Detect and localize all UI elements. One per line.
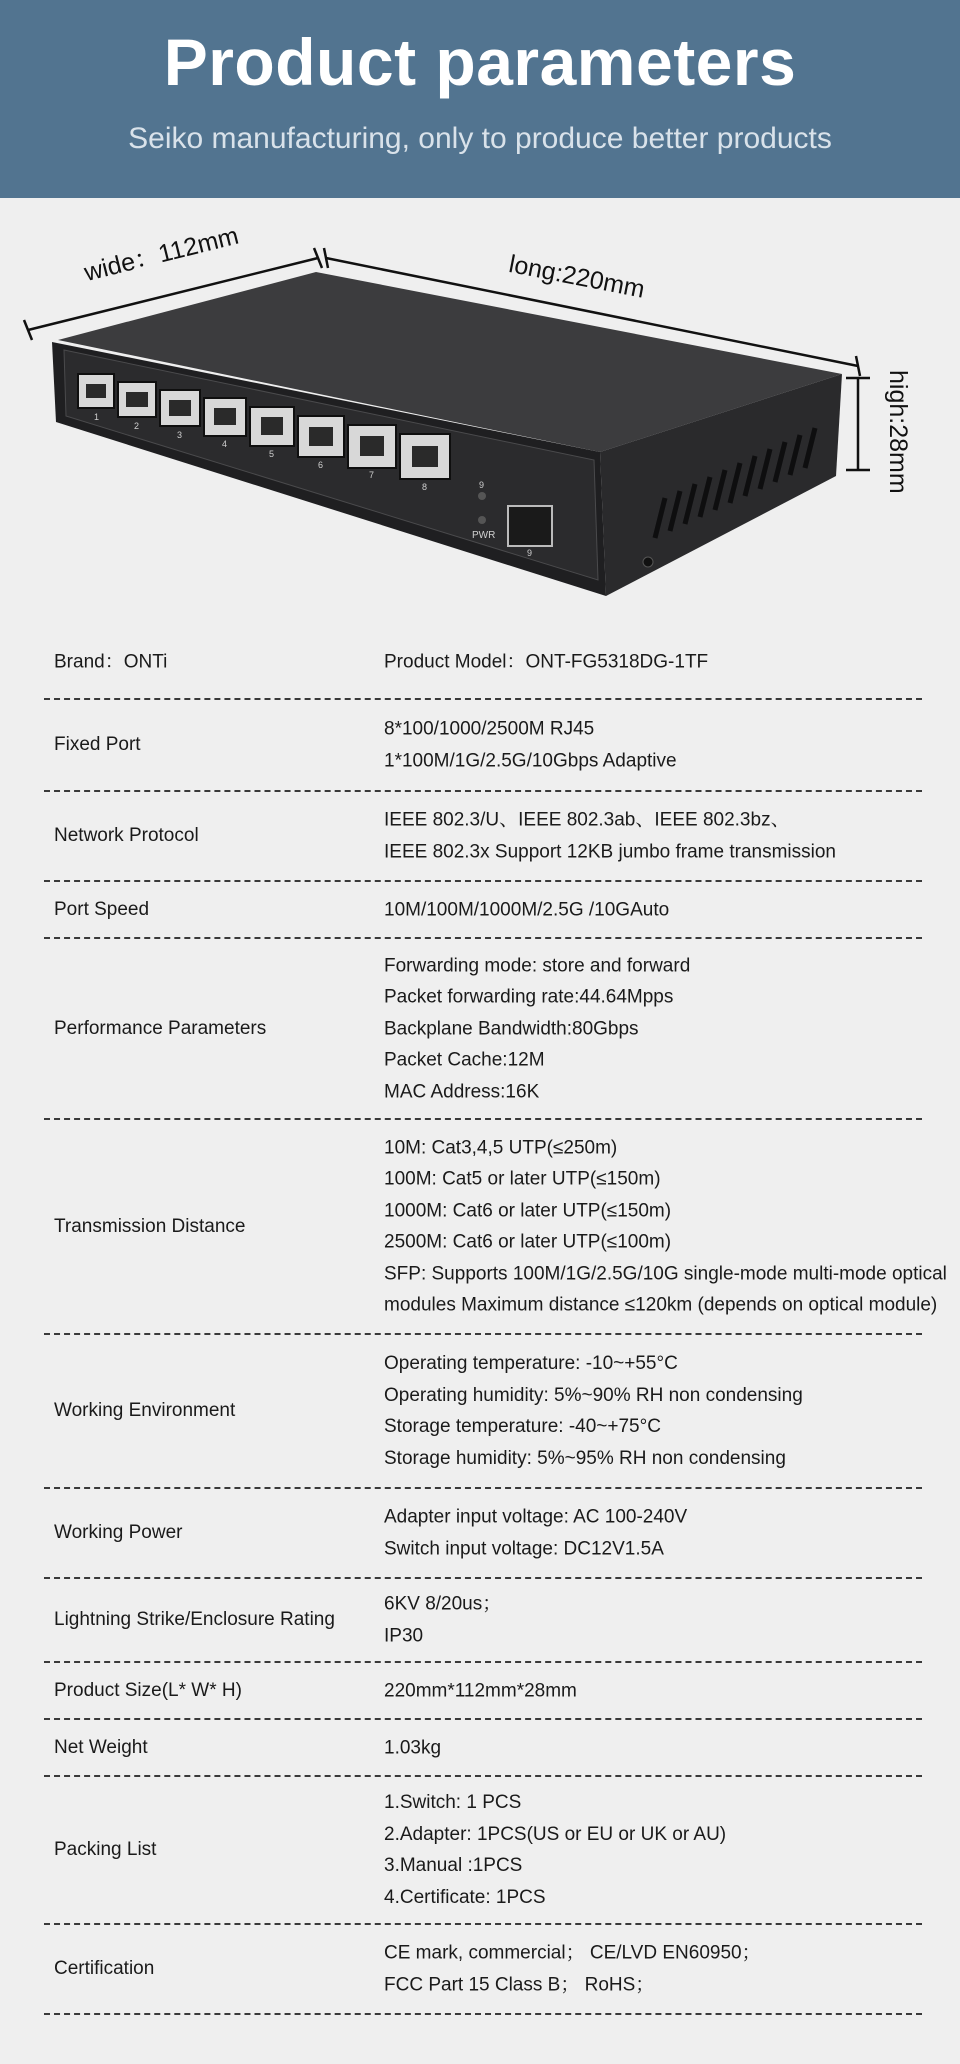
spec-value: IEEE 802.3/U、IEEE 802.3ab、IEEE 802.3bz、 [384,809,790,831]
spec-values [384,894,944,926]
spec-value: Adapter input voltage: AC 100-240V [384,1506,688,1528]
spec-row [44,1579,922,1663]
product-figure [0,198,960,618]
spec-value: 100M: Cat5 or later UTP(≤150m) [384,1168,661,1190]
spec-row [44,939,922,1120]
spec-value: 220mm*112mm*28mm [384,1679,577,1701]
spec-value: Storage humidity: 5%~95% RH non condensing [384,1447,786,1469]
spec-label: Performance Parameters [54,1017,267,1039]
svg-text:8: 8 [422,482,428,492]
header-banner [0,0,960,198]
svg-text:2: 2 [134,421,140,431]
spec-values [384,714,944,777]
spec-label: Packing List [54,1839,157,1860]
spec-value: Switch input voltage: DC12V1.5A [384,1538,664,1559]
spec-row [44,792,922,882]
spec-label: Working Environment [54,1400,236,1421]
svg-text:5: 5 [269,449,275,459]
spec-table [44,622,947,2015]
spec-values [384,805,944,868]
spec-value: 10M/100M/1000M/2.5G /10GAuto [384,898,670,920]
model-value: Product Model：ONT-FG5318DG-1TF [384,651,709,673]
spec-values [384,1589,944,1652]
svg-text:3: 3 [177,430,183,440]
spec-label: Port Speed [54,898,150,920]
spec-values [384,1938,944,2001]
spec-value: IP30 [384,1625,424,1646]
spec-values [384,1502,944,1565]
svg-text:1: 1 [94,412,100,422]
spec-value: 2500M: Cat6 or later UTP(≤100m) [384,1231,672,1253]
spec-value: MAC Address:16K [384,1080,540,1102]
svg-text:4: 4 [222,439,228,449]
spec-value: 2.Adapter: 1PCS(US or EU or UK or AU) [384,1823,727,1845]
spec-value: 4.Certificate: 1PCS [384,1886,546,1908]
spec-value: Storage temperature: -40~+75°C [384,1416,661,1437]
spec-values [384,1348,944,1474]
width-dimension-label: wide：112mm [81,221,242,287]
spec-value: Operating temperature: -10~+55°C [384,1353,678,1374]
spec-value: Forwarding mode: store and forward [384,954,691,976]
spec-value: SFP: Supports 100M/1G/2.5G/10G single-mode multi-mode optical [384,1263,947,1284]
spec-value: CE mark, commercial； CE/LVD EN60950； [384,1942,761,1964]
spec-row [44,700,922,792]
spec-values [384,1675,944,1707]
spec-row-brand [44,622,922,700]
spec-label: Certification [54,1958,155,1979]
spec-row [44,882,922,939]
pwr-label: PWR [472,530,496,541]
spec-value: 1000M: Cat6 or later UTP(≤150m) [384,1200,672,1221]
svg-text:9: 9 [479,480,485,490]
spec-values [384,950,944,1108]
spec-label: Network Protocol [54,825,199,846]
spec-value: FCC Part 15 Class B； RoHS； [384,1974,655,1995]
spec-value: 1.03kg [384,1736,442,1758]
spec-label: Fixed Port [54,734,141,755]
spec-row [44,1720,922,1777]
spec-label: Lightning Strike/Enclosure Rating [54,1609,335,1630]
spec-value: 8*100/1000/2500M RJ45 [384,718,595,740]
spec-value: Packet forwarding rate:44.64Mpps [384,986,674,1008]
spec-value: Operating humidity: 5%~90% RH non condensing [384,1384,803,1406]
height-dimension-label: high:28mm [884,370,912,494]
brand-value: Brand：ONTi [54,651,168,673]
page-subtitle: Seiko manufacturing, only to produce better products [128,122,832,155]
spec-row [44,1777,922,1925]
spec-row [44,1489,922,1579]
spec-row [44,1925,922,2015]
svg-text:9: 9 [527,548,533,558]
spec-row [44,1663,922,1720]
spec-label: Transmission Distance [54,1215,246,1237]
spec-label: Working Power [54,1522,183,1543]
spec-value: 1*100M/1G/2.5G/10Gbps Adaptive [384,750,677,771]
spec-row [44,1335,922,1489]
spec-value: Backplane Bandwidth:80Gbps [384,1017,639,1039]
spec-value: Packet Cache:12M [384,1049,545,1071]
spec-value: 1.Switch: 1 PCS [384,1792,522,1813]
spec-label: Product Size(L* W* H) [54,1679,242,1701]
spec-value: 3.Manual :1PCS [384,1855,523,1876]
spec-values [384,1132,947,1321]
page-title: Product parameters [163,25,797,99]
spec-values [384,1787,944,1913]
sfp-port [508,506,552,546]
svg-text:7: 7 [369,470,375,480]
spec-values [384,1732,944,1764]
svg-text:6: 6 [318,460,324,470]
spec-value: IEEE 802.3x Support 12KB jumbo frame transmission [384,841,837,862]
spec-row [44,1120,947,1335]
spec-value: 6KV 8/20us； [384,1593,502,1615]
length-dimension-label: long:220mm [506,250,648,304]
spec-label: Net Weight [54,1736,148,1758]
spec-value: modules Maximum distance ≤120km (depends on optical module) [384,1294,938,1316]
spec-value: 10M: Cat3,4,5 UTP(≤250m) [384,1137,618,1158]
